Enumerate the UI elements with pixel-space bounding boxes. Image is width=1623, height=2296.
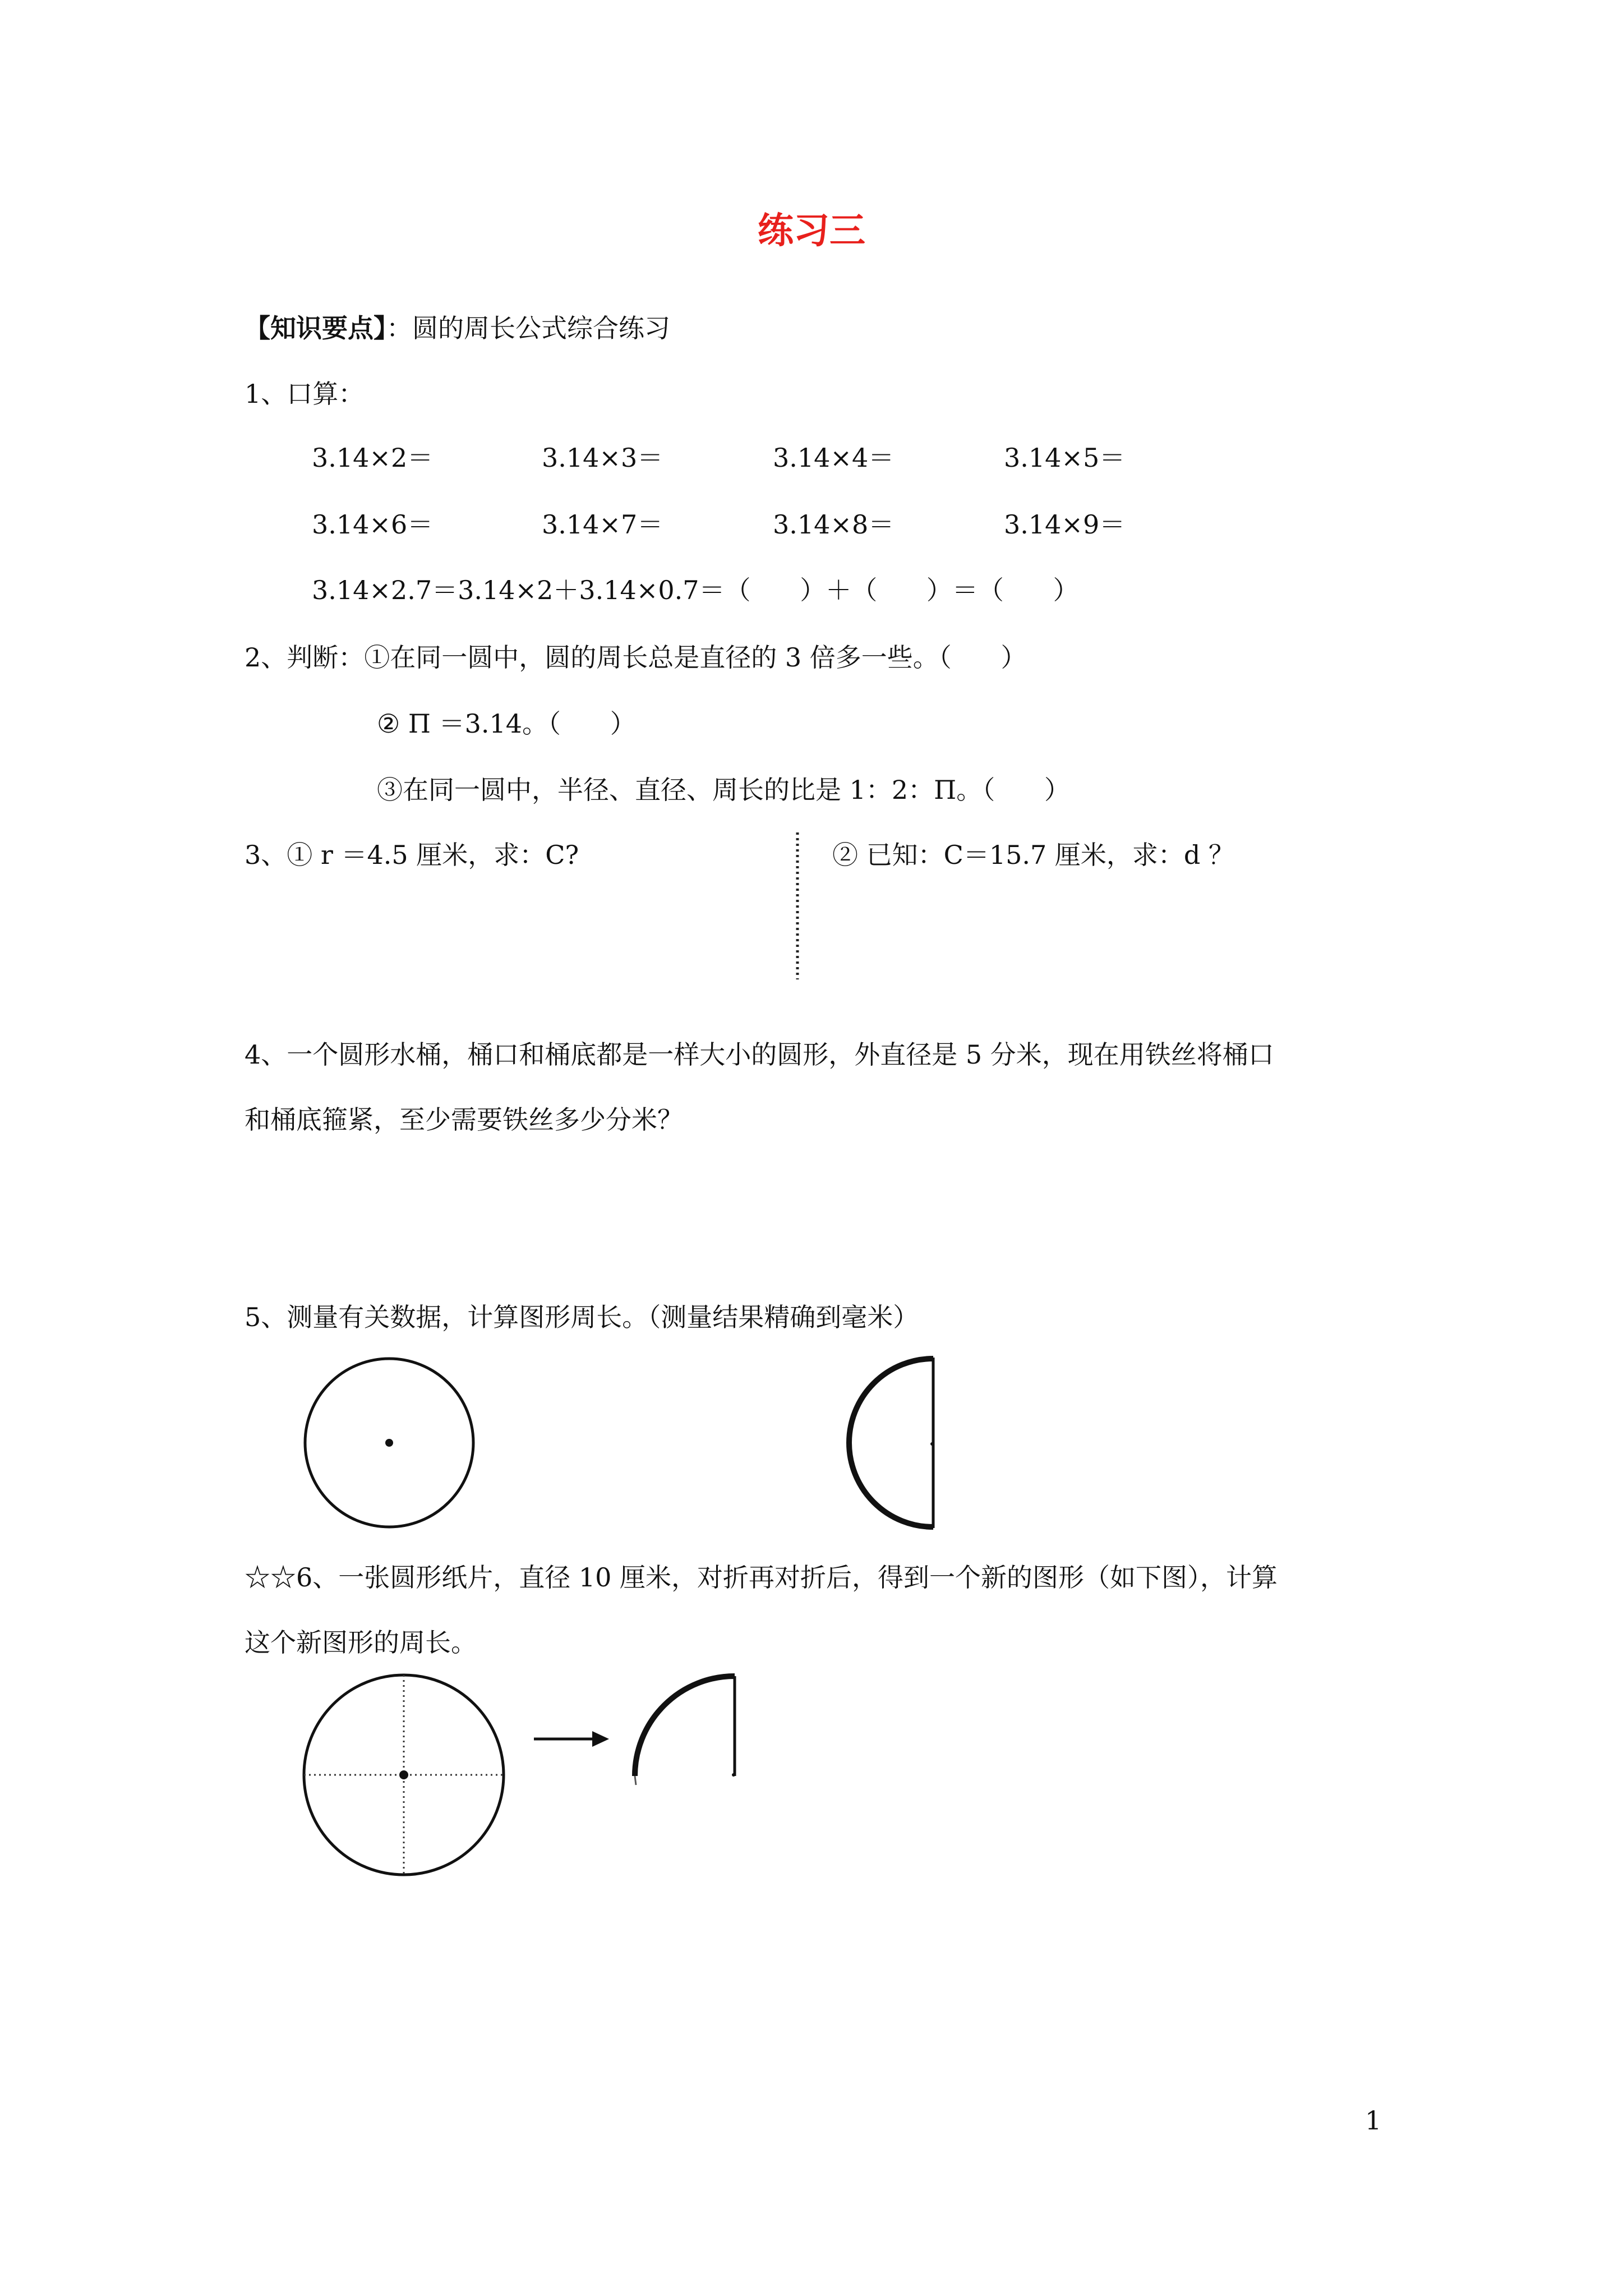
q6-circle-center: [399, 1770, 408, 1779]
q6-quarter-corner: [732, 1773, 735, 1777]
q5-circle-center: [385, 1439, 393, 1447]
q6-arrow-head: [592, 1731, 609, 1747]
q1-heading: 1、口算：: [245, 379, 365, 409]
q6-quarter-tick: [635, 1776, 636, 1785]
q5-text: 5、测量有关数据，计算图形周长。（测量结果精确到毫米）: [245, 1302, 919, 1332]
q3-right: ② 已知：C＝15.7 厘米，求：d ？: [832, 840, 1234, 870]
page-number: 1: [1365, 2105, 1382, 2136]
q1-expr-5: 3.14×6＝: [312, 509, 434, 540]
q1-expr-3: 3.14×4＝: [773, 443, 895, 473]
q4-line-2: 和桶底箍紧，至少需要铁丝多少分米？: [245, 1105, 683, 1135]
page-title: 练习三: [758, 210, 865, 252]
q1-expr-4: 3.14×5＝: [1004, 443, 1126, 473]
q1-expr-6: 3.14×7＝: [542, 509, 663, 540]
q1-expr-1: 3.14×2＝: [312, 443, 434, 473]
q6-line-2: 这个新图形的周长。: [245, 1627, 477, 1658]
q5-semicircle-center: [930, 1442, 934, 1446]
q4-line-1: 4、一个圆形水桶，桶口和桶底都是一样大小的圆形，外直径是 5 分米，现在用铁丝将桶口: [245, 1039, 1274, 1070]
q2-line-2: ② Π ＝3.14。（ ）: [377, 708, 636, 739]
q3-left: 3、① r ＝4.5 厘米，求：C?: [245, 840, 579, 870]
q1-expr-8: 3.14×9＝: [1004, 509, 1126, 540]
q1-expr-2: 3.14×3＝: [542, 443, 663, 473]
q1-expr-9: 3.14×2.7＝3.14×2＋3.14×0.7＝（ ）＋（ ）＝（ ）: [312, 575, 1079, 605]
q5-semicircle-arc: [849, 1359, 933, 1527]
q6-quarter-arc: [635, 1676, 735, 1776]
q6-line-1: ☆☆6、一张圆形纸片，直径 10 厘米，对折再对折后，得到一个新的图形（如下图），计算: [245, 1562, 1278, 1593]
key-point-text: ：圆的周长公式综合练习: [386, 313, 670, 343]
q1-expr-7: 3.14×8＝: [773, 509, 895, 540]
q2-line-1: 2、判断：①在同一圆中，圆的周长总是直径的 3 倍多一些。（ ）: [245, 642, 1027, 673]
q2-line-3: ③在同一圆中，半径、直径、周长的比是 1：2：Π。（ ）: [377, 775, 1071, 805]
key-point-label: 【知识要点】: [245, 313, 386, 343]
